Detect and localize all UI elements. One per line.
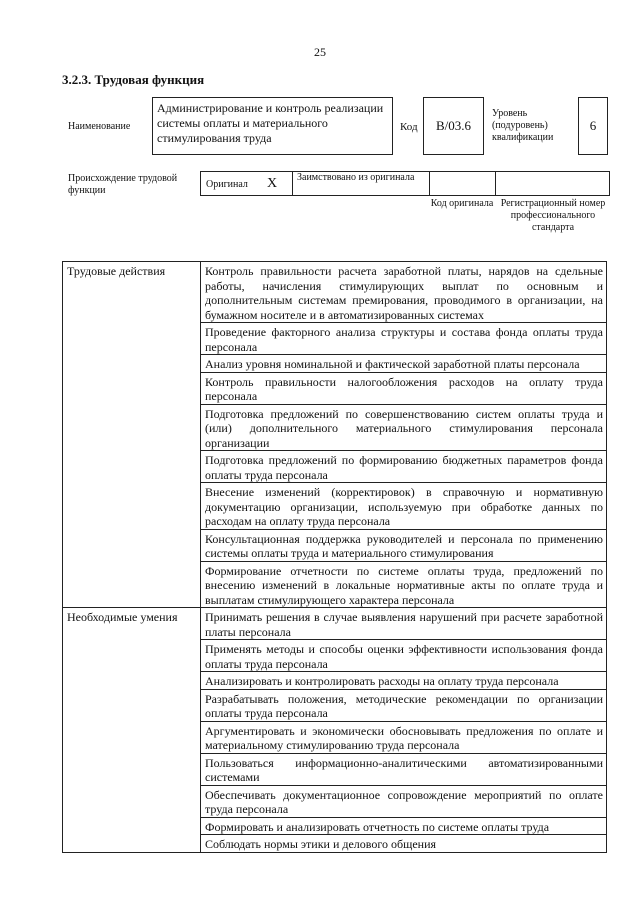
table-item: Принимать решения в случае выявления нарушений при расчете заработной платы персонала <box>201 608 607 640</box>
table-row <box>63 608 607 640</box>
table-item: Контроль правильности налогообложения расходов на оплату труда персонала <box>201 372 607 404</box>
table-item: Подготовка предложений по формированию бюджетных параметров фонда оплаты труда персонала <box>201 451 607 483</box>
table-item: Анализировать и контролировать расходы на оплату труда персонала <box>201 672 607 690</box>
code-original-caption: Код оригинала <box>430 198 494 209</box>
code-label: Код <box>400 121 418 133</box>
table-item: Внесение изменений (корректировок) в справочную и нормативную документацию организации, используемую при обработке данных по расходам на оплату труда персонала <box>201 483 607 530</box>
table-row <box>63 262 607 323</box>
name-label: Наименование <box>68 121 131 132</box>
function-table <box>62 261 607 853</box>
table-item: Контроль правильности расчета заработной платы, нарядов на сдельные работы, начисления стимулирующих выплат по основным и дополнительным системам премирования, проводимого в организации, на бумажном носителе и в автоматизированных системах <box>201 262 607 323</box>
borrowed-label: Заимствовано из оригинала <box>297 172 415 183</box>
table-item: Анализ уровня номинальной и фактической заработной платы персонала <box>201 355 607 373</box>
section-title: 3.2.3. Трудовая функция <box>62 72 205 87</box>
original-mark: X <box>267 176 278 191</box>
table-item: Формирование отчетности по системе оплаты труда, предложений по внесению изменений в локальные нормативные акты по оплате труда и выплатам стимулирующего характера персонала <box>201 561 607 608</box>
function-code-box: В/03.6 <box>423 97 484 155</box>
table-item: Подготовка предложений по совершенствованию систем оплаты труда и (или) дополнительного материального стимулирования персонала организации <box>201 404 607 451</box>
page-number: 25 <box>314 45 326 59</box>
reg-number-caption: Регистрационный номер профессионального стандарта <box>500 198 606 233</box>
borrowed-cell <box>293 172 430 195</box>
code-original-cell <box>430 172 496 195</box>
origin-row <box>200 171 610 196</box>
table-item: Консультационная поддержка руководителей и персонала по применению системы оплаты труда и материального стимулирования <box>201 529 607 561</box>
section-heading: Необходимые умения <box>63 608 201 853</box>
section-heading: Трудовые действия <box>63 262 201 608</box>
level-label: Уровень (подуровень) квалификации <box>492 108 554 143</box>
qualification-level-box: 6 <box>578 97 608 155</box>
table-item: Разрабатывать положения, методические рекомендации по организации оплаты труда персонала <box>201 689 607 721</box>
original-cell <box>201 172 293 195</box>
reg-number-cell <box>496 172 609 195</box>
table-item: Проведение факторного анализа структуры и состава фонда оплаты труда персонала <box>201 323 607 355</box>
function-name-box: Администрирование и контроль реализации системы оплаты и материального стимулирования труда <box>152 97 393 155</box>
original-label: Оригинал <box>206 179 248 190</box>
origin-label: Происхождение трудовой функции <box>68 173 178 196</box>
table-item: Применять методы и способы оценки эффективности использования фонда оплаты труда персонала <box>201 640 607 672</box>
table-item: Соблюдать нормы этики и делового общения <box>201 835 607 853</box>
table-item: Обеспечивать документационное сопровождение мероприятий по оплате труда персонала <box>201 785 607 817</box>
table-item: Аргументировать и экономически обосновывать предложения по оплате и материальному стимулированию труда персонала <box>201 721 607 753</box>
table-item: Формировать и анализировать отчетность по системе оплаты труда <box>201 817 607 835</box>
table-item: Пользоваться информационно-аналитическими автоматизированными системами <box>201 753 607 785</box>
